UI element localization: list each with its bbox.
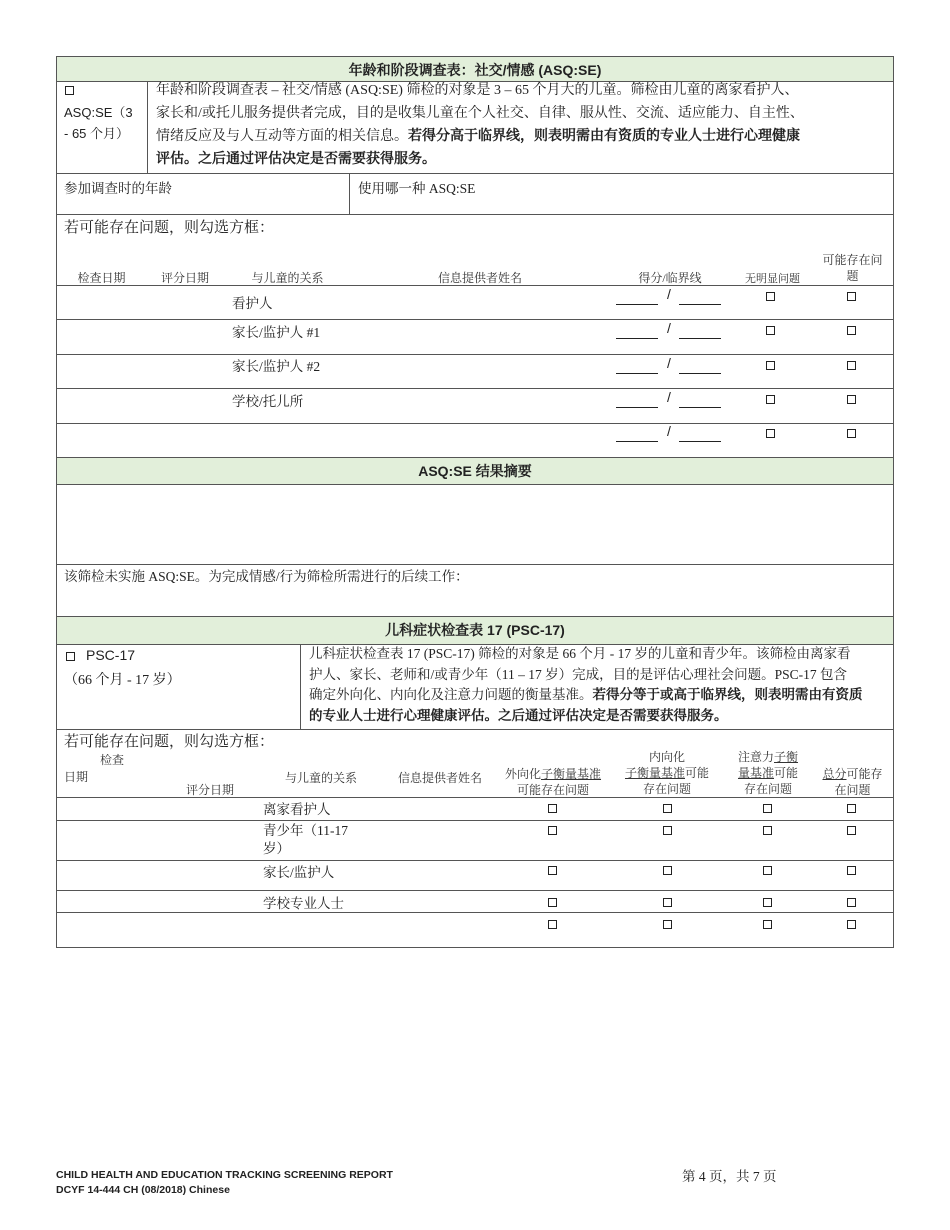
- score-blank[interactable]: [616, 373, 658, 374]
- score-blank[interactable]: [616, 304, 658, 305]
- psc-col-attention: 注意力子衡 量基准可能 存在问题: [737, 750, 799, 796]
- psc-checkbox-label: PSC-17: [86, 647, 136, 663]
- score-slash: /: [667, 286, 671, 302]
- psc-col-date: 检查 日期: [64, 753, 125, 784]
- asq-table: [56, 214, 894, 458]
- attention-checkbox[interactable]: [763, 898, 772, 907]
- asq-description: 年龄和阶段调查表 – 社交/情感 (ASQ:SE) 筛检的对象是 3 – 65 个月大的儿童。筛检由儿童的离家看护人、 家长和/或托儿服务提供者完成，目的是收集儿童在个人社交、自律、服从性、交流、适应能力、自主性、 情绪反应及与人互动等方面的相关信息。若得分高于临界线，则表明需由有资质的专业人士进行心理健康 评估。之后通过评估决定是否需要获得服务。: [156, 83, 804, 167]
- total-checkbox[interactable]: [847, 866, 856, 875]
- asq-check-prompt: 若可能存在问题，则勾选方框：: [64, 220, 275, 236]
- score-blank[interactable]: [616, 338, 658, 339]
- attention-checkbox[interactable]: [763, 920, 772, 929]
- psc-col-internalizing: 内向化 子衡量基准可能 存在问题: [624, 750, 710, 796]
- score-slash: /: [667, 355, 671, 371]
- possible-problem-checkbox[interactable]: [847, 292, 856, 301]
- no-problem-checkbox[interactable]: [766, 292, 775, 301]
- internalizing-checkbox[interactable]: [663, 898, 672, 907]
- internalizing-checkbox[interactable]: [663, 920, 672, 929]
- cutoff-blank[interactable]: [679, 441, 721, 442]
- psc-col-relation: 与儿童的关系: [285, 771, 358, 785]
- no-problem-checkbox[interactable]: [766, 326, 775, 335]
- asq-checkbox[interactable]: [65, 86, 74, 95]
- cutoff-blank[interactable]: [679, 373, 721, 374]
- internalizing-checkbox[interactable]: [663, 804, 672, 813]
- psc-col-total: 总分可能存 在问题: [822, 767, 883, 797]
- asq-col-possible: 可能存在问 题: [822, 253, 883, 283]
- page-number: 第 4 页，共 7 页: [682, 1169, 777, 1184]
- externalizing-checkbox[interactable]: [548, 920, 557, 929]
- psc-col-informant: 信息提供者姓名: [398, 771, 483, 785]
- no-problem-checkbox[interactable]: [766, 395, 775, 404]
- psc-row-relation: 家长/监护人: [263, 865, 335, 880]
- total-checkbox[interactable]: [847, 804, 856, 813]
- asq-not-done-text: 该筛检未实施 ASQ:SE。为完成情感/行为筛检所需进行的后续工作：: [64, 569, 469, 584]
- psc-row-relation: 离家看护人: [263, 802, 331, 817]
- asq-row-relation: 看护人: [232, 296, 273, 311]
- possible-problem-checkbox[interactable]: [847, 326, 856, 335]
- possible-problem-checkbox[interactable]: [847, 395, 856, 404]
- asq-summary-header: ASQ:SE 结果摘要: [56, 457, 894, 485]
- psc-age-range: （66 个月 - 17 岁）: [64, 673, 181, 688]
- psc-row-relation: 学校专业人士: [263, 896, 344, 911]
- score-slash: /: [667, 423, 671, 439]
- externalizing-checkbox[interactable]: [548, 826, 557, 835]
- externalizing-checkbox[interactable]: [548, 804, 557, 813]
- asq-checkbox-label: ASQ:SE（3 - 65 个月）: [64, 105, 133, 141]
- score-slash: /: [667, 389, 671, 405]
- attention-checkbox[interactable]: [763, 804, 772, 813]
- score-blank[interactable]: [616, 441, 658, 442]
- psc-col-score-date: 评分日期: [186, 783, 235, 797]
- no-problem-checkbox[interactable]: [766, 361, 775, 370]
- possible-problem-checkbox[interactable]: [847, 361, 856, 370]
- psc-check-prompt: 若可能存在问题，则勾选方框：: [64, 734, 275, 750]
- psc-description: 儿科症状检查表 17 (PSC-17) 筛检的对象是 66 个月 - 17 岁的儿童和青少年。该筛检由离家看 护人、家长、老师和/或青少年（11 – 17 岁）完成，目的是评估心理社会问题。PSC-17 包含 确定外向化、内向化及注意力问题的衡量基准。若得分等于或高于临界线，则表明需由有资质 的专业人士进行心理健康评估。之后通过评估决定是否需要获得服务。: [309, 646, 863, 723]
- cutoff-blank[interactable]: [679, 338, 721, 339]
- asq-col-date: 检查日期: [77, 271, 126, 285]
- total-checkbox[interactable]: [847, 898, 856, 907]
- asq-col-informant: 信息提供者姓名: [437, 271, 522, 285]
- no-problem-checkbox[interactable]: [766, 429, 775, 438]
- attention-checkbox[interactable]: [763, 826, 772, 835]
- internalizing-checkbox[interactable]: [663, 866, 672, 875]
- score-blank[interactable]: [616, 407, 658, 408]
- cutoff-blank[interactable]: [679, 407, 721, 408]
- psc-checkbox[interactable]: [66, 652, 75, 661]
- asq-row-relation: 家长/监护人 #1: [232, 325, 321, 340]
- asq-age-field[interactable]: 参加调查时的年龄: [64, 181, 172, 196]
- psc-header: 儿科症状检查表 17 (PSC-17): [56, 616, 894, 645]
- asq-header: 年龄和阶段调查表：社交/情感 (ASQ:SE): [56, 56, 894, 82]
- internalizing-checkbox[interactable]: [663, 826, 672, 835]
- asq-col-no-problem: 无明显问题: [745, 273, 800, 285]
- asq-col-relation: 与儿童的关系: [251, 271, 324, 285]
- possible-problem-checkbox[interactable]: [847, 429, 856, 438]
- cutoff-blank[interactable]: [679, 304, 721, 305]
- externalizing-checkbox[interactable]: [548, 866, 557, 875]
- score-slash: /: [667, 320, 671, 336]
- asq-col-score-date: 评分日期: [160, 271, 209, 285]
- externalizing-checkbox[interactable]: [548, 898, 557, 907]
- asq-summary-area[interactable]: [56, 484, 894, 565]
- asq-col-score: 得分/临界线: [638, 271, 702, 285]
- asq-which-field[interactable]: 使用哪一种 ASQ:SE: [358, 181, 476, 196]
- asq-row-relation: 家长/监护人 #2: [232, 359, 321, 374]
- attention-checkbox[interactable]: [763, 866, 772, 875]
- psc-row-relation: 青少年（11-17 岁）: [263, 823, 348, 856]
- total-checkbox[interactable]: [847, 920, 856, 929]
- footer-form-title: CHILD HEALTH AND EDUCATION TRACKING SCREENING REPORT: [56, 1169, 393, 1181]
- total-checkbox[interactable]: [847, 826, 856, 835]
- psc-col-externalizing: 外向化子衡量基准 可能存在问题: [504, 767, 602, 797]
- asq-row-relation: 学校/托儿所: [232, 394, 304, 409]
- footer-form-number: DCYF 14-444 CH (08/2018) Chinese: [56, 1184, 230, 1196]
